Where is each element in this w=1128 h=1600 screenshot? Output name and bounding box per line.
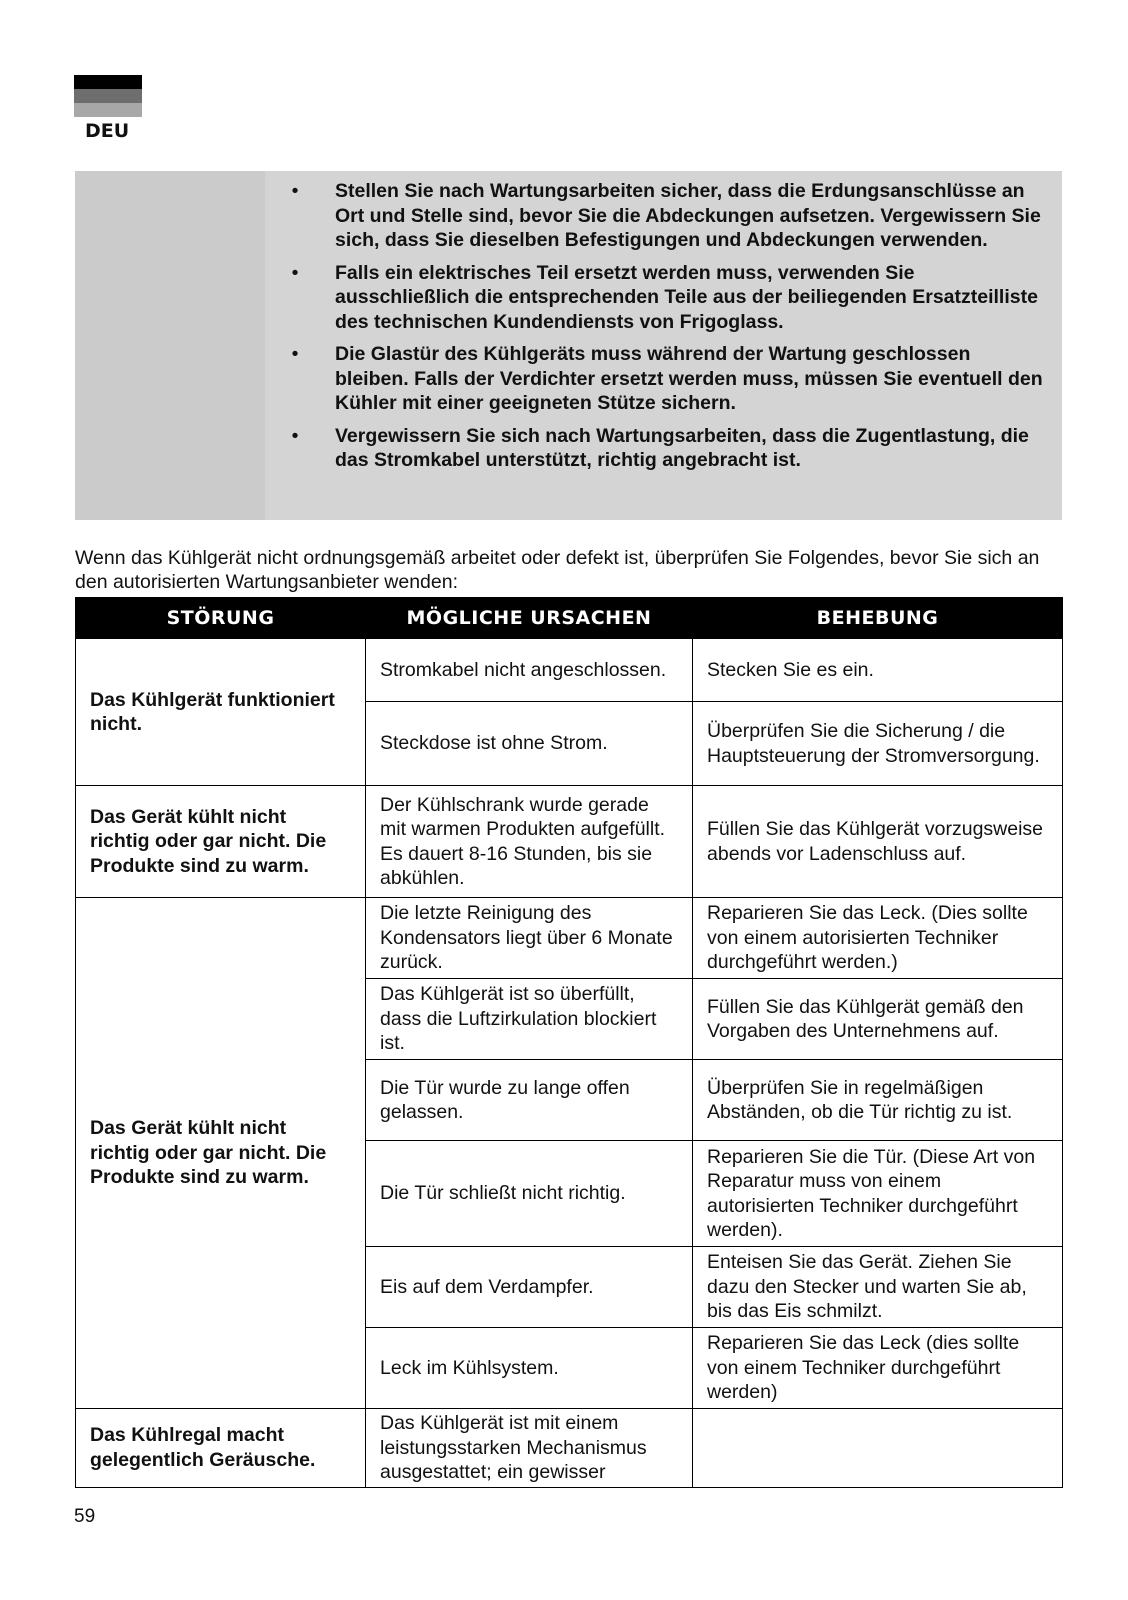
cause-cell: Eis auf dem Verdampfer. <box>366 1247 693 1328</box>
cause-cell: Stromkabel nicht angeschlossen. <box>366 639 693 702</box>
cause-cell: Leck im Kühlsystem. <box>366 1328 693 1409</box>
cause-cell: Die Tür wurde zu lange offen gelassen. <box>366 1060 693 1141</box>
warning-text: Stellen Sie nach Wartungsarbeiten sicher, dass die Erdungsanschlüsse an Ort und Stelle sind, bevor Sie die Abdeckungen aufsetzen. Vergewissern Sie sich, dass Sie dieselben Befestigungen und Abdeckungen verwenden. <box>335 180 1041 251</box>
cause-cell: Der Kühlschrank wurde gerade mit warmen Produkten aufgefüllt. Es dauert 8-16 Stunden, bis sie abkühlen. <box>366 786 693 898</box>
cause-cell: Das Kühlgerät ist mit einem leistungsstarken Mechanismus ausgestattet; ein gewisser <box>366 1409 693 1488</box>
table-row <box>76 786 1063 898</box>
table-row <box>76 639 1063 702</box>
cause-cell: Steckdose ist ohne Strom. <box>366 702 693 786</box>
table-header-row <box>76 598 1063 639</box>
column-header-remedy: BEHEBUNG <box>693 598 1063 639</box>
column-header-causes: MÖGLICHE URSACHEN <box>366 598 693 639</box>
language-flag-icon <box>74 75 142 117</box>
cause-cell: Das Kühlgerät ist so überfüllt, dass die Luftzirkulation blockiert ist. <box>366 979 693 1060</box>
warning-text: Falls ein elektrisches Teil ersetzt werden muss, verwenden Sie ausschließlich die entsprechenden Teile aus der beiliegenden Ersatzteilliste des technischen Kundendiensts von Frigoglass. <box>335 261 1038 333</box>
bullet-icon: • <box>291 180 299 202</box>
table-row <box>76 1409 1063 1488</box>
remedy-cell: Überprüfen Sie in regelmäßigen Abständen, ob die Tür richtig zu ist. <box>693 1060 1063 1141</box>
remedy-cell: Stecken Sie es ein. <box>693 639 1063 702</box>
intro-paragraph: Wenn das Kühlgerät nicht ordnungsgemäß arbeitet oder defekt ist, überprüfen Sie Folgendes, bevor Sie sich an den autorisierten Wartungsanbieter wenden: <box>75 547 1040 593</box>
problem-cell: Das Gerät kühlt nicht richtig oder gar nicht. Die Produkte sind zu warm. <box>76 786 366 898</box>
cause-cell: Die Tür schließt nicht richtig. <box>366 1141 693 1247</box>
bullet-icon: • <box>291 424 299 447</box>
warning-item <box>285 179 1045 253</box>
bullet-icon: • <box>291 261 299 284</box>
warning-box <box>75 171 1062 520</box>
problem-cell: Das Kühlregal macht gelegentlich Geräusche. <box>76 1409 366 1488</box>
column-header-fault: STÖRUNG <box>76 598 366 639</box>
bullet-icon: • <box>291 343 299 365</box>
warning-text: Die Glastür des Kühlgeräts muss während der Wartung geschlossen bleiben. Falls der Verdichter ersetzt werden muss, müssen Sie eventuell den Kühler mit einer geeigneten Stütze sichern. <box>335 343 1043 414</box>
warning-item <box>285 261 1045 335</box>
remedy-cell: Überprüfen Sie die Sicherung / die Hauptsteuerung der Stromversorgung. <box>693 702 1063 786</box>
remedy-cell: Reparieren Sie das Leck. (Dies sollte von einem autorisierten Techniker durchgeführt werden.) <box>693 898 1063 979</box>
problem-cell: Das Gerät kühlt nicht richtig oder gar nicht. Die Produkte sind zu warm. <box>76 898 366 1409</box>
page-number: 59 <box>74 1506 96 1527</box>
remedy-cell: Reparieren Sie die Tür. (Diese Art von Reparatur muss von einem autorisierten Techniker durchgeführt werden). <box>693 1141 1063 1247</box>
remedy-cell: Füllen Sie das Kühlgerät gemäß den Vorgaben des Unternehmens auf. <box>693 979 1063 1060</box>
table-row <box>76 898 1063 979</box>
remedy-cell <box>693 1409 1063 1488</box>
warning-item <box>285 424 1045 473</box>
warning-item <box>285 342 1045 416</box>
cause-cell: Die letzte Reinigung des Kondensators liegt über 6 Monate zurück. <box>366 898 693 979</box>
remedy-cell: Füllen Sie das Kühlgerät vorzugsweise abends vor Ladenschluss auf. <box>693 786 1063 898</box>
warning-text: Vergewissern Sie sich nach Wartungsarbeiten, dass die Zugentlastung, die das Stromkabel unterstützt, richtig angebracht ist. <box>335 424 1029 471</box>
remedy-cell: Enteisen Sie das Gerät. Ziehen Sie dazu den Stecker und warten Sie ab, bis das Eis schmilzt. <box>693 1247 1063 1328</box>
warning-list <box>285 179 1045 481</box>
troubleshooting-table <box>75 597 1063 1488</box>
problem-cell: Das Kühlgerät funktioniert nicht. <box>76 639 366 786</box>
remedy-cell: Reparieren Sie das Leck (dies sollte von einem Techniker durchgeführt werden) <box>693 1328 1063 1409</box>
language-code: DEU <box>85 120 130 142</box>
